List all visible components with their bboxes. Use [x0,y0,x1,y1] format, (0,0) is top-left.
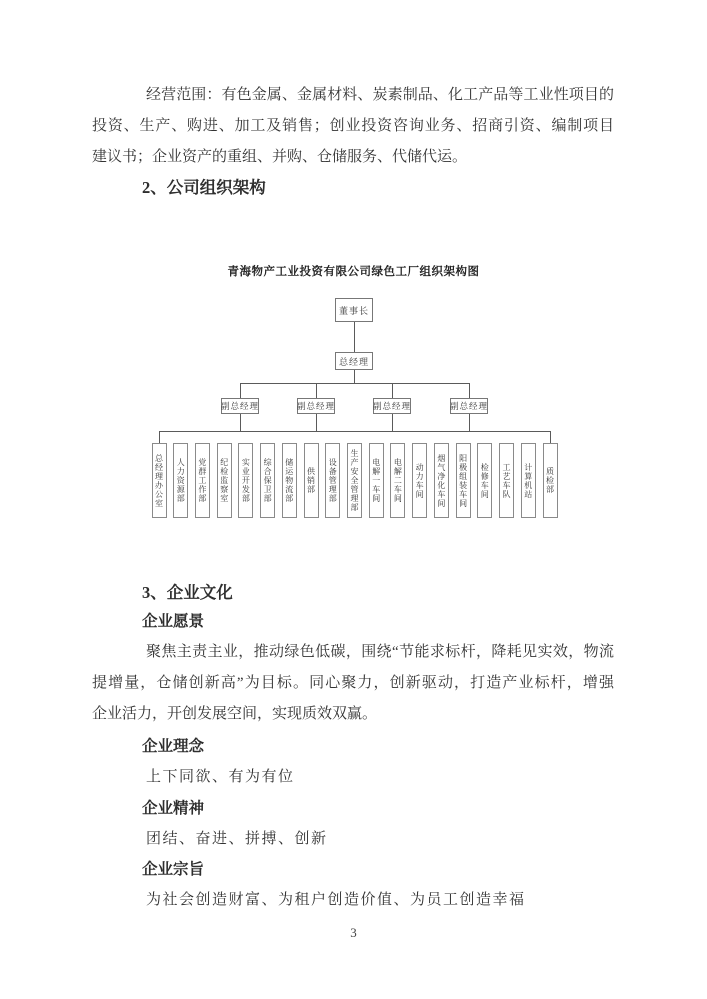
intro-line: 建议书；企业资产的重组、并购、仓储服务、代储代运。 [92,149,468,165]
culture-vision-line: 提增量，仓储创新高”为目标。同心聚力，创新驱动，打造产业标杆，增强 [92,675,614,691]
org-dept-box: 电解一车间 [369,443,384,518]
org-box-deputy: 副总经理 [221,398,259,414]
org-dept-box: 工艺车队 [499,443,514,518]
org-dept-box: 检修车间 [477,443,492,518]
culture-spirit-text: 团结、奋进、拼搏、创新 [146,831,328,847]
culture-philosophy-text: 上下同欲、有为有位 [146,769,295,785]
org-dept-box: 计算机站 [521,443,536,518]
connector-dept-bar-left-drop [159,432,160,443]
connector-deputy-drop [392,414,393,431]
culture-vision-line: 聚焦主责主业，推动绿色低碳，围绕“节能求标杆，降耗见实效，物流 [146,644,614,660]
org-dept-box: 阳极组装车间 [456,443,471,518]
culture-philosophy-label: 企业理念 [142,738,205,755]
org-dept-box: 人力资源部 [173,443,188,518]
culture-purpose-label: 企业宗旨 [142,861,205,878]
org-box-deputy: 副总经理 [297,398,335,414]
culture-vision-line: 企业活力，开创发展空间，实现质效双赢。 [92,706,378,722]
connector-deputy-bar [240,383,470,384]
culture-vision-paragraph [92,637,614,730]
connector-gm-bar [354,370,355,383]
intro-paragraph [92,80,614,173]
connector-dept-bar [159,431,551,432]
org-dept-box: 纪检监察室 [217,443,232,518]
connector-deputy-stub [240,384,241,398]
heading-culture: 3、企业文化 [142,583,233,602]
heading-org-structure: 2、公司组织架构 [142,178,266,197]
org-dept-box: 储运物流部 [282,443,297,518]
org-dept-box: 综合保卫部 [260,443,275,518]
org-dept-box: 党群工作部 [195,443,210,518]
culture-vision-label: 企业愿景 [142,613,205,630]
connector-deputy-drop [469,414,470,431]
connector-deputy-drop [316,414,317,431]
org-dept-box: 动力车间 [412,443,427,518]
connector-deputy-stub [469,384,470,398]
org-dept-box: 电解二车间 [390,443,405,518]
culture-spirit-label: 企业精神 [142,800,205,817]
connector-deputy-stub [392,384,393,398]
org-dept-box: 设备管理部 [325,443,340,518]
connector-dept-bar-right-drop [550,432,551,443]
org-dept-box: 生产安全管理部 [347,443,362,518]
org-dept-box: 实业开发部 [238,443,253,518]
org-chart-title: 青海物产工业投资有限公司绿色工厂组织架构图 [227,266,480,278]
intro-line: 投资、生产、购进、加工及销售；创业投资咨询业务、招商引资、编制项目 [92,118,614,134]
org-dept-box: 供销部 [304,443,319,518]
org-box-general-manager: 总经理 [335,352,373,370]
org-dept-box: 质检部 [543,443,558,518]
connector-deputy-drop [240,414,241,431]
intro-line: 经营范围：有色金属、金属材料、炭素制品、化工产品等工业性项目的 [146,87,614,103]
connector-chairman-gm [354,322,355,352]
page-number: 3 [350,925,357,940]
org-box-deputy: 副总经理 [373,398,411,414]
org-box-chairman: 董事长 [335,298,373,322]
org-dept-box: 总经理办公室 [152,443,167,518]
org-dept-box: 烟气净化车间 [434,443,449,518]
connector-deputy-stub [316,384,317,398]
culture-purpose-text: 为社会创造财富、为租户创造价值、为员工创造幸福 [146,892,526,908]
org-box-deputy: 副总经理 [450,398,488,414]
